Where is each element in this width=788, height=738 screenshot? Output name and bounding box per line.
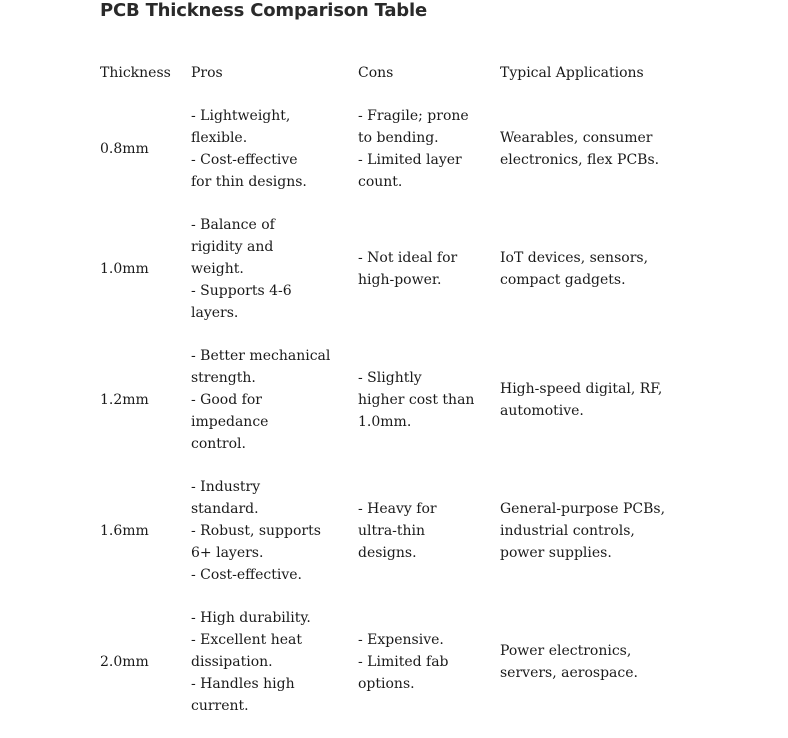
thickness-cell (100, 476, 191, 607)
thickness-cell (100, 345, 191, 476)
pros-cell (191, 214, 358, 345)
pros-text: - High durability. - Excellent heat dissipation. - Handles high current. (191, 610, 311, 714)
cons-text: - Not ideal for high-power. (358, 250, 458, 288)
table-header (100, 62, 700, 105)
cons-text: - Fragile; prone to bending. - Limited layer count. (358, 108, 469, 190)
applications-cell (500, 476, 700, 607)
pros-text: - Industry standard. - Robust, supports 6+ layers. - Cost-effective. (191, 479, 321, 583)
pcb-thickness-table (100, 62, 700, 738)
header-typical-applications: Typical Applications (500, 65, 644, 81)
thickness-cell (100, 105, 191, 214)
pros-text: - Lightweight, flexible. - Cost-effective for thin designs. (191, 108, 307, 190)
header-thickness: Thickness (100, 65, 171, 81)
pros-cell (191, 476, 358, 607)
applications-text: General-purpose PCBs, industrial controls, power supplies. (500, 501, 666, 561)
thickness-value: 1.0mm (100, 261, 149, 277)
cons-text: - Heavy for ultra-thin designs. (358, 501, 437, 561)
thickness-value: 1.6mm (100, 523, 149, 539)
table-row (100, 105, 700, 214)
header-cons: Cons (358, 65, 394, 81)
applications-cell (500, 214, 700, 345)
pros-text: - Balance of rigidity and weight. - Supports 4-6 layers. (191, 217, 292, 321)
page-title: PCB Thickness Comparison Table (100, 0, 427, 21)
cons-text: - Slightly higher cost than 1.0mm. (358, 370, 475, 430)
thickness-value: 0.8mm (100, 141, 149, 157)
table-row (100, 607, 700, 738)
applications-cell (500, 345, 700, 476)
applications-text: Wearables, consumer electronics, flex PCBs. (500, 130, 660, 168)
pros-cell (191, 607, 358, 738)
cons-cell (358, 607, 500, 738)
thickness-cell (100, 607, 191, 738)
applications-text: IoT devices, sensors, compact gadgets. (500, 250, 649, 288)
cons-cell (358, 345, 500, 476)
pros-cell (191, 345, 358, 476)
applications-text: Power electronics, servers, aerospace. (500, 643, 638, 681)
applications-cell (500, 105, 700, 214)
table-header-row (100, 62, 700, 105)
pros-text: - Better mechanical strength. - Good for impedance control. (191, 348, 331, 452)
table-row (100, 345, 700, 476)
pros-cell (191, 105, 358, 214)
thickness-cell (100, 214, 191, 345)
applications-cell (500, 607, 700, 738)
header-pros: Pros (191, 65, 223, 81)
cons-cell (358, 214, 500, 345)
cons-text: - Expensive. - Limited fab options. (358, 632, 449, 692)
applications-text: High-speed digital, RF, automotive. (500, 381, 663, 419)
cons-cell (358, 105, 500, 214)
table-row (100, 214, 700, 345)
thickness-value: 2.0mm (100, 654, 149, 670)
thickness-value: 1.2mm (100, 392, 149, 408)
table-row (100, 476, 700, 607)
table-body (100, 105, 700, 738)
cons-cell (358, 476, 500, 607)
